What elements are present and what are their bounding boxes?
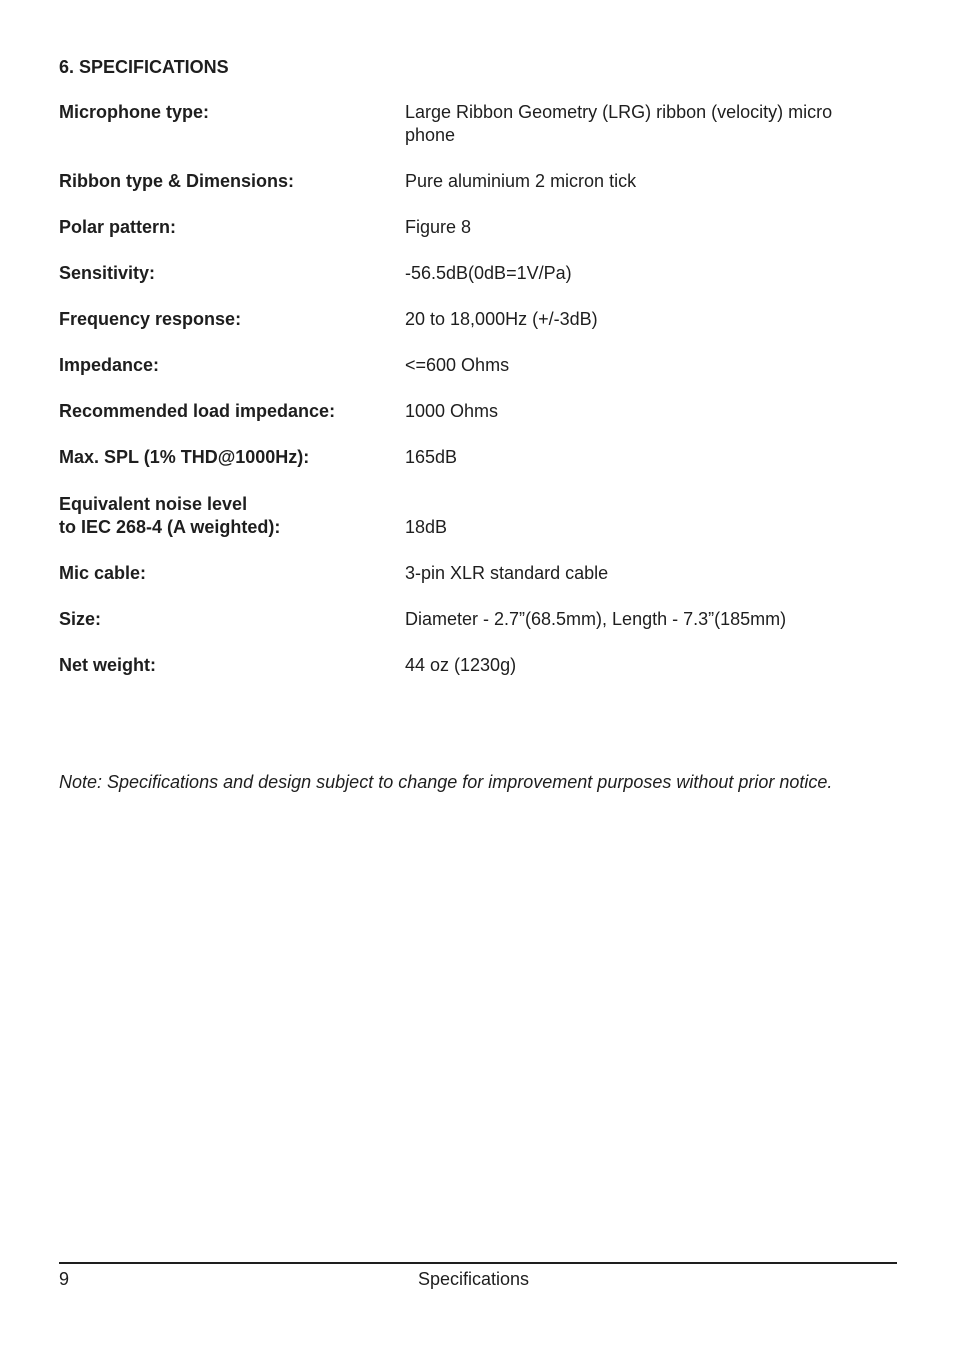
spec-label: Impedance: <box>59 355 160 375</box>
footer-page-number: 9 <box>59 1269 70 1289</box>
spec-label: Sensitivity: <box>59 263 156 283</box>
footer-section-name: Specifications <box>418 1269 530 1289</box>
spec-label: Ribbon type & Dimensions: <box>59 171 295 191</box>
footer-divider <box>59 1262 897 1264</box>
spec-label: Frequency response: <box>59 309 242 329</box>
spec-label: Recommended load impedance: <box>59 401 336 421</box>
spec-label: Equivalent noise level to IEC 268-4 (A weighted): <box>59 494 281 537</box>
spec-value: -56.5dB(0dB=1V/Pa) <box>405 263 572 283</box>
spec-value: Figure 8 <box>405 217 472 237</box>
spec-label: Size: <box>59 609 102 629</box>
spec-value: Large Ribbon Geometry (LRG) ribbon (velocity) micro phone <box>405 102 833 145</box>
spec-label: Net weight: <box>59 655 156 675</box>
spec-value: Diameter - 2.7”(68.5mm), Length - 7.3”(185mm) <box>405 609 787 629</box>
spec-value: 18dB <box>405 517 448 537</box>
spec-value: 20 to 18,000Hz (+/-3dB) <box>405 309 598 329</box>
section-title: 6. SPECIFICATIONS <box>59 57 229 77</box>
spec-label: Microphone type: <box>59 102 210 122</box>
spec-label: Polar pattern: <box>59 217 177 237</box>
spec-value: Pure aluminium 2 micron tick <box>405 171 637 191</box>
spec-label: Max. SPL (1% THD@1000Hz): <box>59 447 310 467</box>
spec-value: 3-pin XLR standard cable <box>405 563 609 583</box>
spec-label: Mic cable: <box>59 563 147 583</box>
specifications-note: Note: Specifications and design subject to change for improvement purposes without prior notice. <box>59 772 833 792</box>
spec-value: 44 oz (1230g) <box>405 655 517 675</box>
spec-value: 1000 Ohms <box>405 401 499 421</box>
spec-value: 165dB <box>405 447 458 467</box>
spec-value: <=600 Ohms <box>405 355 510 375</box>
